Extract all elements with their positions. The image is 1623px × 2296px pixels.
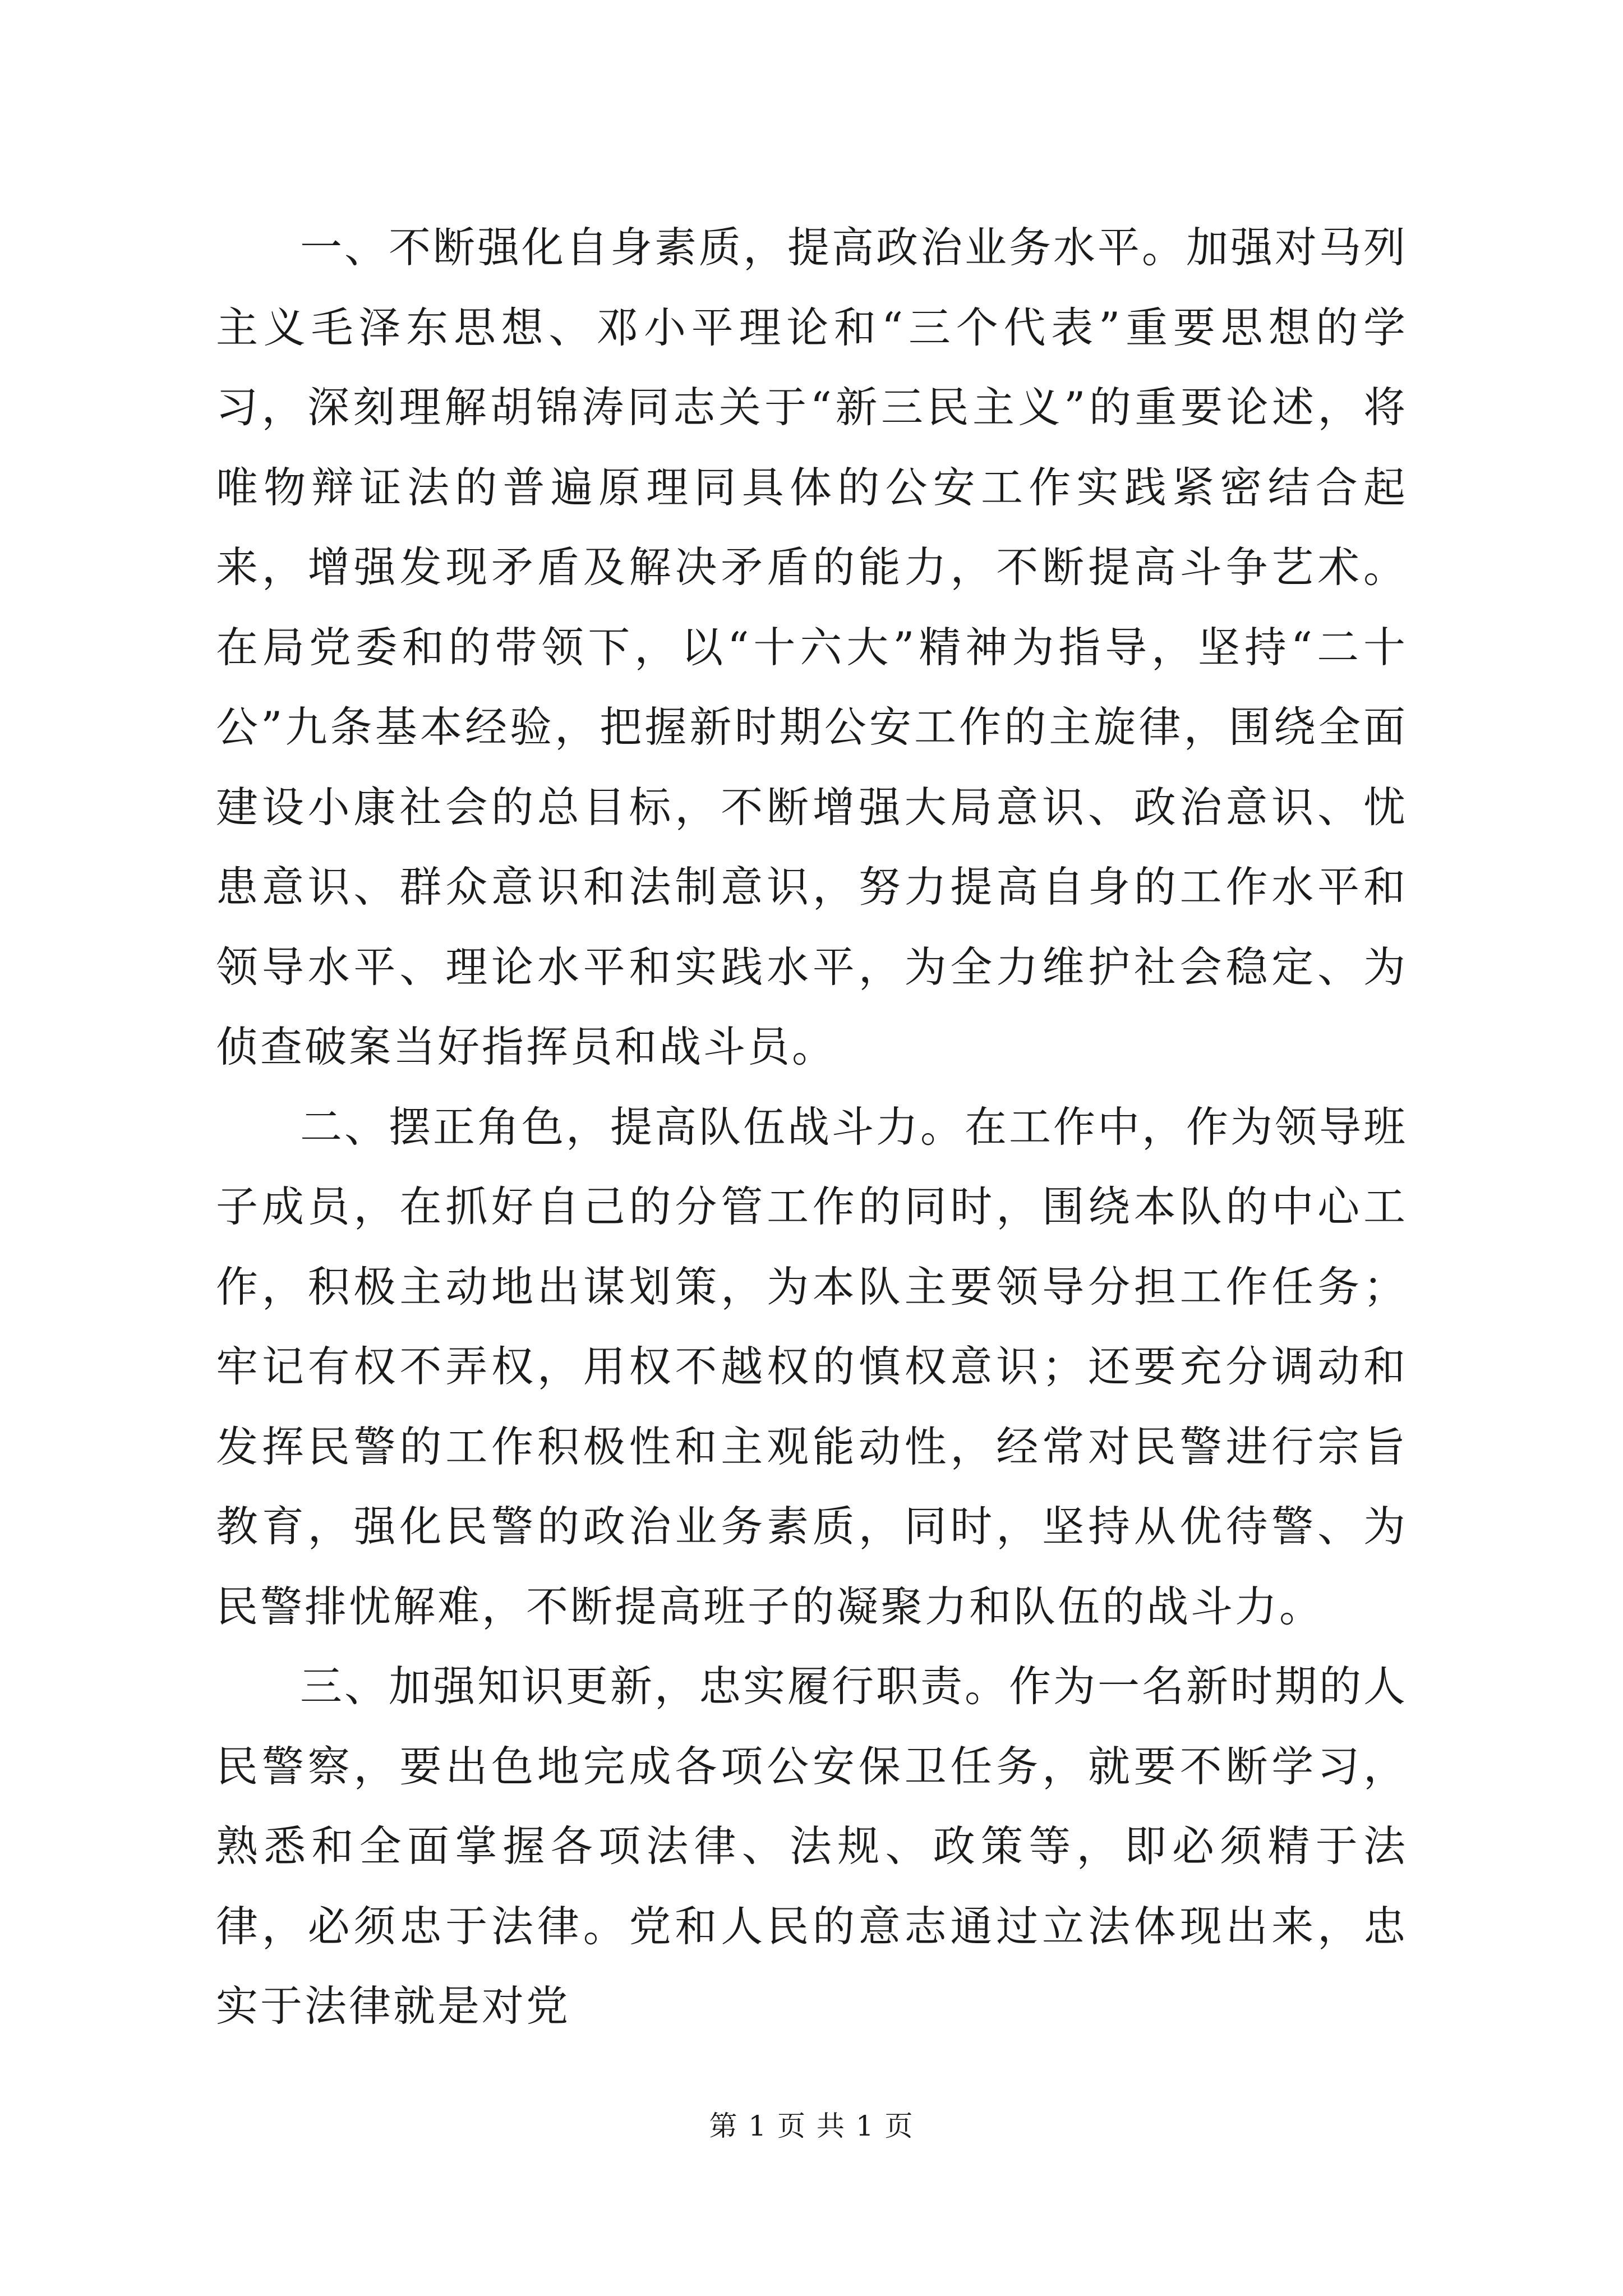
paragraph-2: 二、摆正角色，提高队伍战斗力。在工作中，作为领导班子成员，在抓好自己的分管工作的同时，围绕本队的中心工作，积极主动地出谋划策，为本队主要领导分担工作任务；牢记有权不弄权，用权不越权的慎权意识；还要充分调动和发挥民警的工作积极性和主观能动性，经常对民警进行宗旨教育，强化民警的政治业务素质，同时，坚持从优待警、为民警排忧解难，不断提高班子的凝聚力和队伍的战斗力。: [216, 1102, 1408, 1631]
paragraph-1: 一、不断强化自身素质，提高政治业务水平。加强对马列主义毛泽东思想、邓小平理论和“三个代表”重要思想的学习，深刻理解胡锦涛同志关于“新三民主义”的重要论述，将唯物辩证法的普遍原理同具体的公安工作实践紧密结合起来，增强发现矛盾及解决矛盾的能力，不断提高斗争艺术。在局党委和的带领下，以“十六大”精神为指导，坚持“二十公”九条基本经验，把握新时期公安工作的主旋律，围绕全面建设小康社会的总目标，不断增强大局意识、政治意识、忧患意识、群众意识和法制意识，努力提高自身的工作水平和领导水平、理论水平和实践水平，为全力维护社会稳定、为侦查破案当好指挥员和战斗员。: [216, 223, 1408, 1071]
paragraph-3: 三、加强知识更新，忠实履行职责。作为一名新时期的人民警察，要出色地完成各项公安保卫任务，就要不断学习，熟悉和全面掌握各项法律、法规、政策等，即必须精于法律，必须忠于法律。党和人民的意志通过立法体现出来，忠实于法律就是对党: [216, 1662, 1408, 2031]
document-body: [216, 208, 1408, 2046]
page-footer: 第 1 页 共 1 页: [709, 2110, 914, 2142]
